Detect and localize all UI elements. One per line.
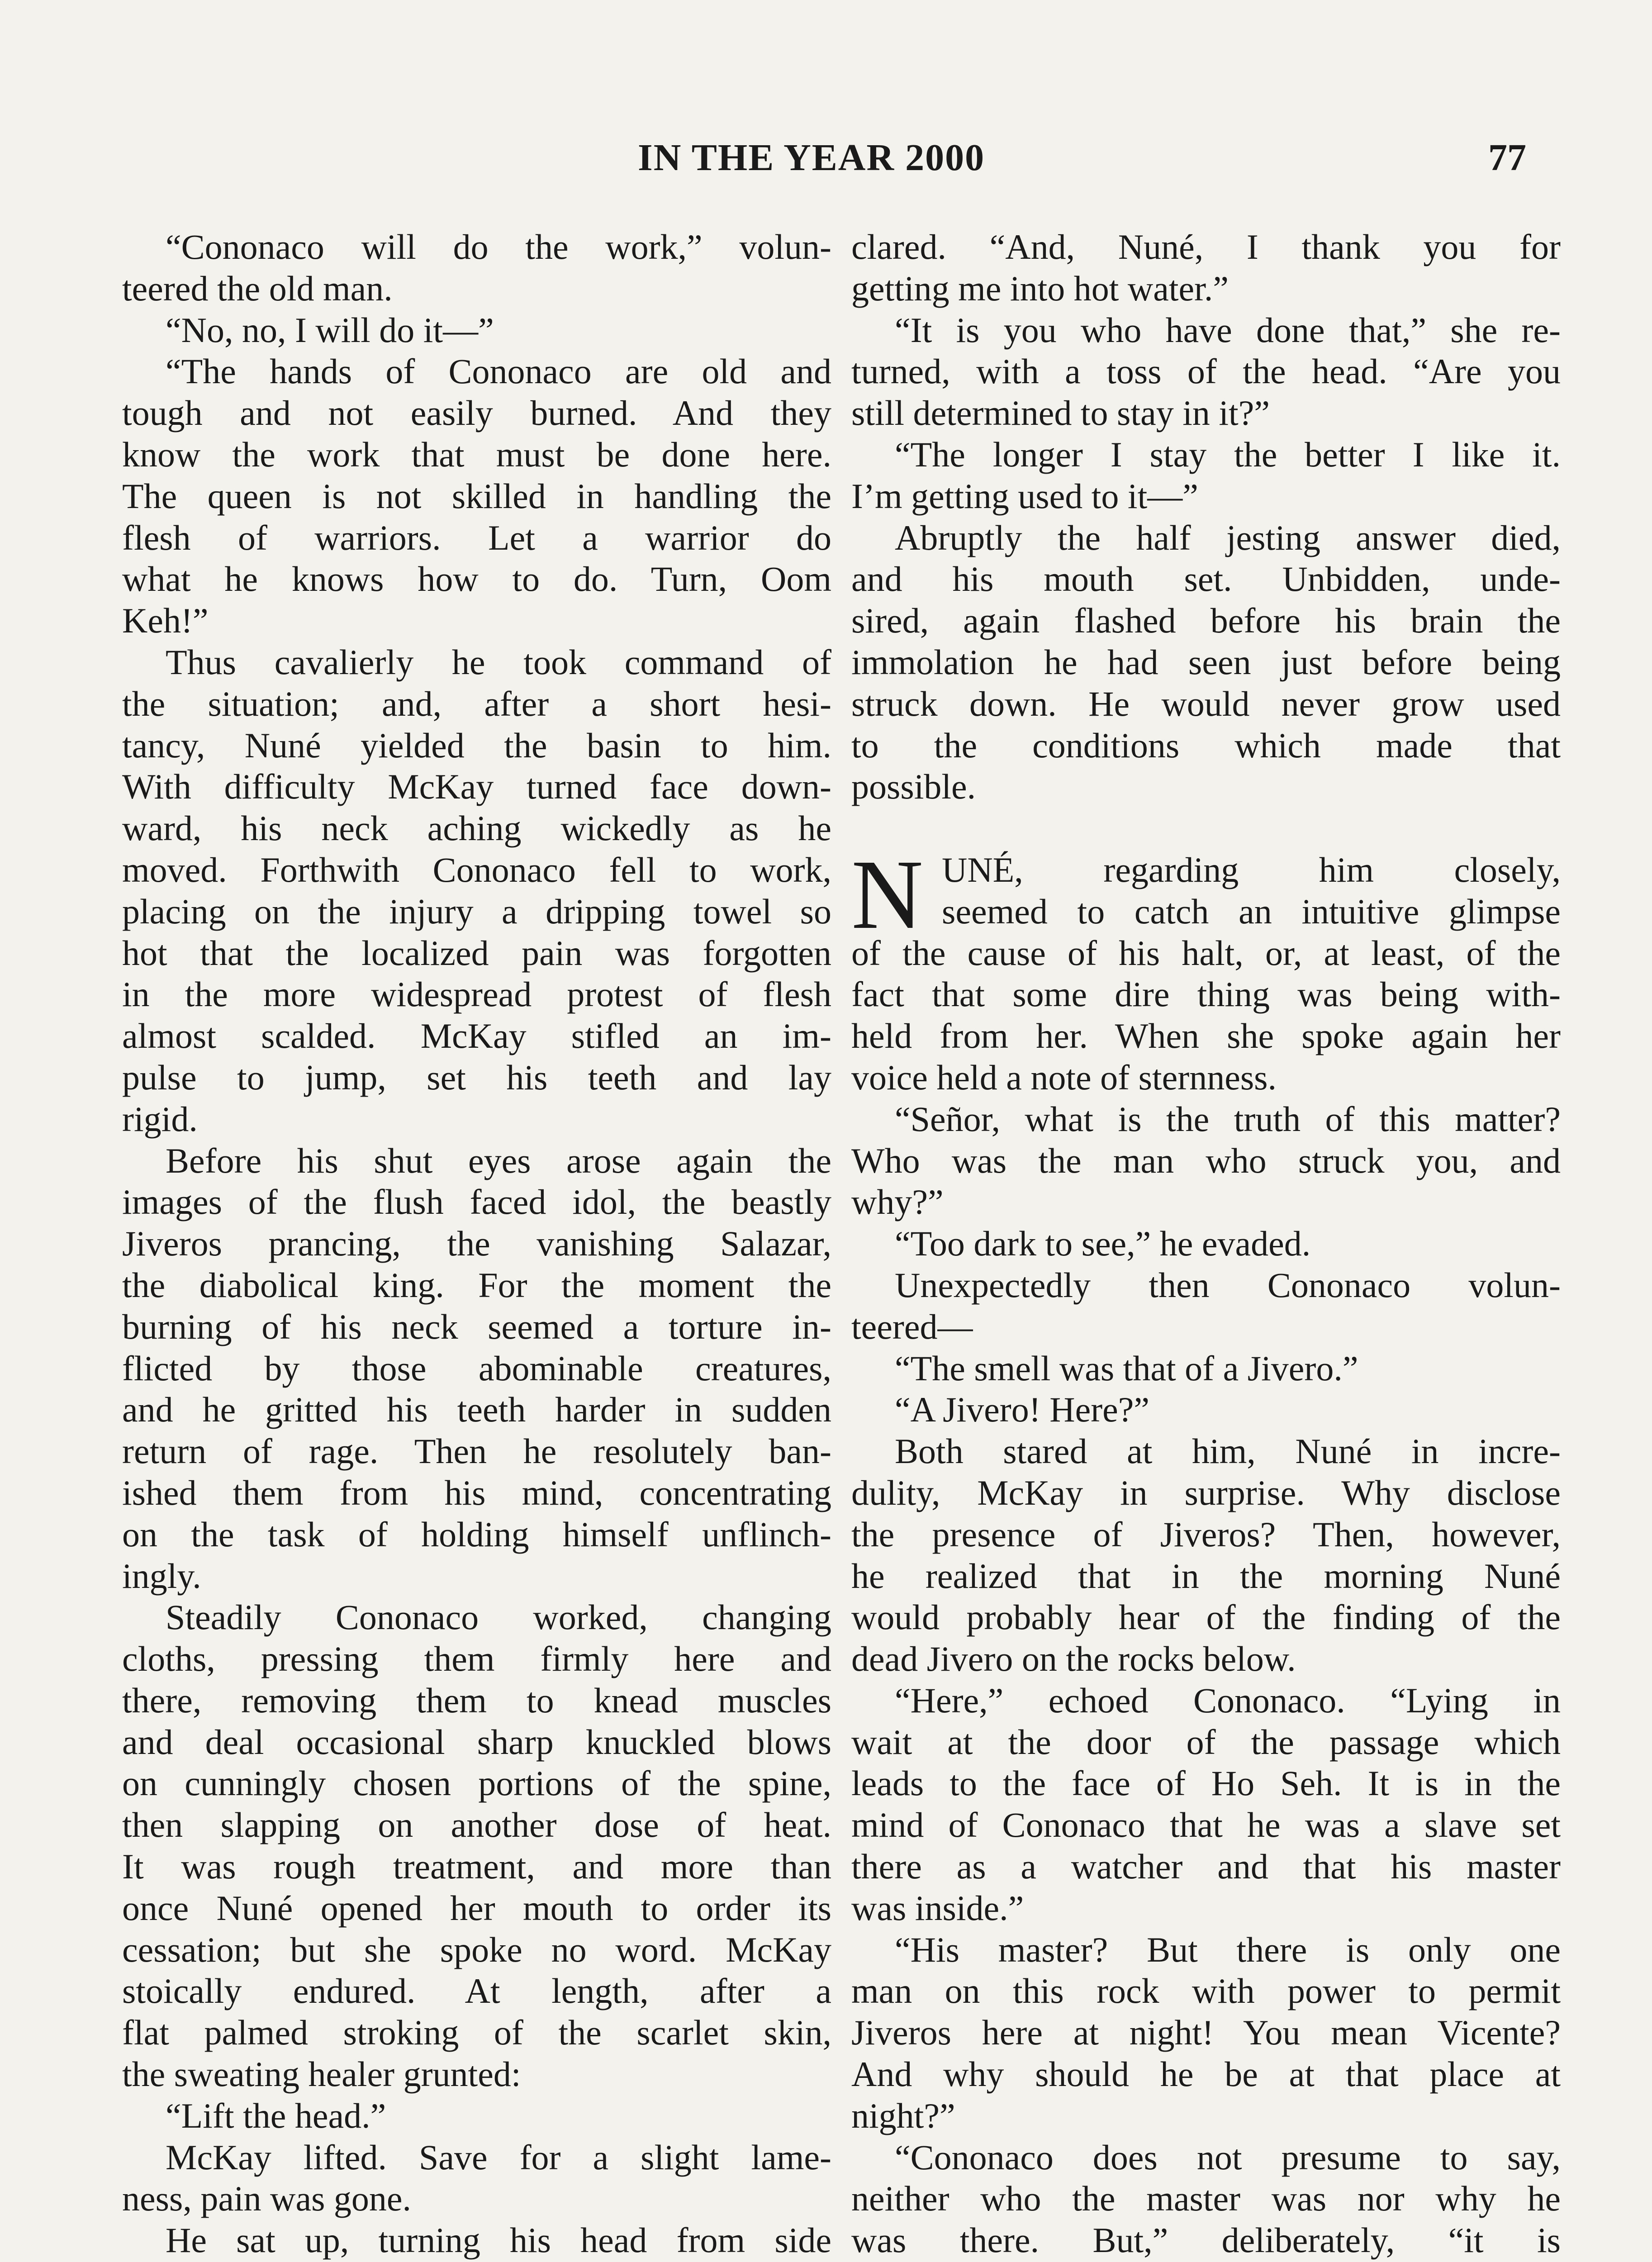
- text-line: And why should he be at that place at: [851, 2054, 1561, 2094]
- text-line: stoically endured. At length, after a: [122, 1971, 831, 2011]
- text-line: cloths, pressing them firmly here and: [122, 1639, 831, 1679]
- text-line: dead Jivero on the rocks below.: [851, 1639, 1296, 1679]
- text-line: ished them from his mind, concentrating: [122, 1473, 831, 1512]
- right-column-top-text: [851, 226, 1561, 808]
- text-line: “The hands of Cononaco are old and: [166, 352, 831, 391]
- text-line: He sat up, turning his head from side: [166, 2220, 831, 2260]
- text-line: possible.: [851, 767, 976, 807]
- text-line: flat palmed stroking of the scarlet skin,: [122, 2013, 831, 2053]
- text-line: It was rough treatment, and more than: [122, 1847, 831, 1887]
- text-line: he realized that in the morning Nuné: [851, 1556, 1561, 1596]
- text-line: what he knows how to do. Turn, Oom: [122, 559, 831, 599]
- text-line: Abruptly the half jesting answer died,: [895, 518, 1561, 557]
- text-line: sired, again flashed before his brain the: [851, 601, 1561, 641]
- text-line: night?”: [851, 2096, 955, 2135]
- text-line: was inside.”: [851, 1888, 1024, 1928]
- text-line: would probably hear of the finding of the: [851, 1597, 1561, 1637]
- text-line: why?”: [851, 1182, 944, 1222]
- text-line: the diabolical king. For the moment the: [122, 1265, 831, 1305]
- text-line: getting me into hot water.”: [851, 268, 1229, 308]
- text-line: teered the old man.: [122, 268, 393, 308]
- text-line: in the more widespread protest of flesh: [122, 974, 831, 1014]
- text-line: “A Jivero! Here?”: [895, 1390, 1150, 1430]
- left-text-column: [122, 226, 831, 2262]
- text-line: leads to the face of Ho Seh. It is in the: [851, 1763, 1561, 1803]
- text-line: “The smell was that of a Jivero.”: [895, 1348, 1358, 1388]
- text-line: mind of Cononaco that he was a slave set: [851, 1805, 1561, 1845]
- text-line: McKay lifted. Save for a slight lame-: [166, 2137, 831, 2177]
- text-line: almost scalded. McKay stifled an im-: [122, 1016, 831, 1056]
- text-line: immolation he had seen just before being: [851, 642, 1561, 682]
- text-line: there, removing them to knead muscles: [122, 1680, 831, 1720]
- page-header: [0, 136, 1652, 190]
- text-line: and his mouth set. Unbidden, unde-: [851, 559, 1561, 599]
- text-line: I’m getting used to it—”: [851, 476, 1198, 516]
- text-line: “Here,” echoed Cononaco. “Lying in: [895, 1680, 1561, 1720]
- text-line: the situation; and, after a short hesi-: [122, 684, 831, 723]
- page-number: 77: [1488, 137, 1526, 179]
- right-column-bottom-text: [851, 932, 1561, 2262]
- text-line: Who was the man who struck you, and: [851, 1141, 1561, 1180]
- text-line: flesh of warriors. Let a warrior do: [122, 518, 831, 557]
- section-drop-cap-paragraph: [851, 839, 1561, 950]
- running-title: IN THE YEAR 2000: [638, 137, 985, 179]
- text-line: was there. But,” deliberately, “it is: [851, 2220, 1561, 2260]
- text-line: once Nuné opened her mouth to order its: [122, 1888, 831, 1928]
- text-line: Keh!”: [122, 601, 209, 641]
- text-line: clared. “And, Nuné, I thank you for: [851, 227, 1561, 266]
- text-line: placing on the injury a dripping towel so: [122, 891, 831, 931]
- text-line: to the conditions which made that: [851, 725, 1561, 765]
- text-line: “Cononaco does not presume to say,: [895, 2137, 1561, 2177]
- text-line: “No, no, I will do it—”: [166, 310, 494, 350]
- text-line: fact that some dire thing was being with-: [851, 974, 1561, 1014]
- text-line: still determined to stay in it?”: [851, 393, 1270, 433]
- drop-cap-line-1: UNÉ, regarding him closely,: [942, 850, 1561, 889]
- text-line: and deal occasional sharp knuckled blows: [122, 1722, 831, 1762]
- text-line: pulse to jump, set his teeth and lay: [122, 1057, 831, 1097]
- text-line: neither who the master was nor why he: [851, 2179, 1561, 2219]
- text-line: wait at the door of the passage which: [851, 1722, 1561, 1762]
- right-text-column: [851, 226, 1561, 2262]
- text-line: on the task of holding himself unflinch-: [122, 1514, 831, 1554]
- drop-cap-line-2: seemed to catch an intuitive glimpse: [942, 891, 1561, 931]
- text-line: Both stared at him, Nuné in incre-: [895, 1431, 1561, 1471]
- text-line: “Too dark to see,” he evaded.: [895, 1224, 1311, 1264]
- text-line: rigid.: [122, 1099, 198, 1139]
- section-spacer: [851, 808, 1561, 849]
- text-line: and he gritted his teeth harder in sudden: [122, 1390, 831, 1430]
- text-line: “Cononaco will do the work,” volun-: [166, 227, 831, 266]
- text-line: know the work that must be done here.: [122, 434, 831, 474]
- text-line: Thus cavalierly he took command of: [166, 642, 831, 682]
- text-line: man on this rock with power to permit: [851, 1971, 1561, 2011]
- text-line: ward, his neck aching wickedly as he: [122, 808, 831, 848]
- text-line: tancy, Nuné yielded the basin to him.: [122, 725, 831, 765]
- drop-cap-letter: N: [851, 839, 923, 950]
- text-line: burning of his neck seemed a torture in-: [122, 1307, 831, 1346]
- text-line: “Lift the head.”: [166, 2096, 386, 2135]
- text-line: hot that the localized pain was forgotten: [122, 933, 831, 973]
- text-line: Jiveros here at night! You mean Vicente?: [851, 2013, 1561, 2053]
- text-line: moved. Forthwith Cononaco fell to work,: [122, 850, 831, 889]
- text-line: struck down. He would never grow used: [851, 684, 1561, 723]
- text-line: tough and not easily burned. And they: [122, 393, 831, 433]
- text-line: return of rage. Then he resolutely ban-: [122, 1431, 831, 1471]
- text-line: the sweating healer grunted:: [122, 2054, 521, 2094]
- text-line: on cunningly chosen portions of the spine,: [122, 1763, 831, 1803]
- text-line: The queen is not skilled in handling the: [122, 476, 831, 516]
- text-line: Steadily Cononaco worked, changing: [166, 1597, 831, 1637]
- text-line: Before his shut eyes arose again the: [166, 1141, 831, 1180]
- text-line: ingly.: [122, 1556, 201, 1596]
- text-line: “Señor, what is the truth of this matter?: [895, 1099, 1561, 1139]
- text-line: voice held a note of sternness.: [851, 1057, 1277, 1097]
- text-line: “The longer I stay the better I like it.: [895, 434, 1561, 474]
- text-line: Unexpectedly then Cononaco volun-: [895, 1265, 1561, 1305]
- text-line: cessation; but she spoke no word. McKay: [122, 1929, 831, 1969]
- text-line: then slapping on another dose of heat.: [122, 1805, 831, 1845]
- text-line: there as a watcher and that his master: [851, 1847, 1561, 1887]
- text-line: With difficulty McKay turned face down-: [122, 767, 831, 807]
- text-line: turned, with a toss of the head. “Are you: [851, 352, 1561, 391]
- text-line: of the cause of his halt, or, at least, of the: [851, 933, 1561, 973]
- text-line: images of the flush faced idol, the beastly: [122, 1182, 831, 1222]
- text-line: “His master? But there is only one: [895, 1929, 1561, 1969]
- text-line: teered—: [851, 1307, 973, 1346]
- text-line: Jiveros prancing, the vanishing Salazar,: [122, 1224, 831, 1264]
- text-line: dulity, McKay in surprise. Why disclose: [851, 1473, 1561, 1512]
- text-line: “It is you who have done that,” she re-: [895, 310, 1561, 350]
- text-line: flicted by those abominable creatures,: [122, 1348, 831, 1388]
- text-line: the presence of Jiveros? Then, however,: [851, 1514, 1561, 1554]
- text-line: ness, pain was gone.: [122, 2179, 412, 2219]
- text-line: held from her. When she spoke again her: [851, 1016, 1561, 1056]
